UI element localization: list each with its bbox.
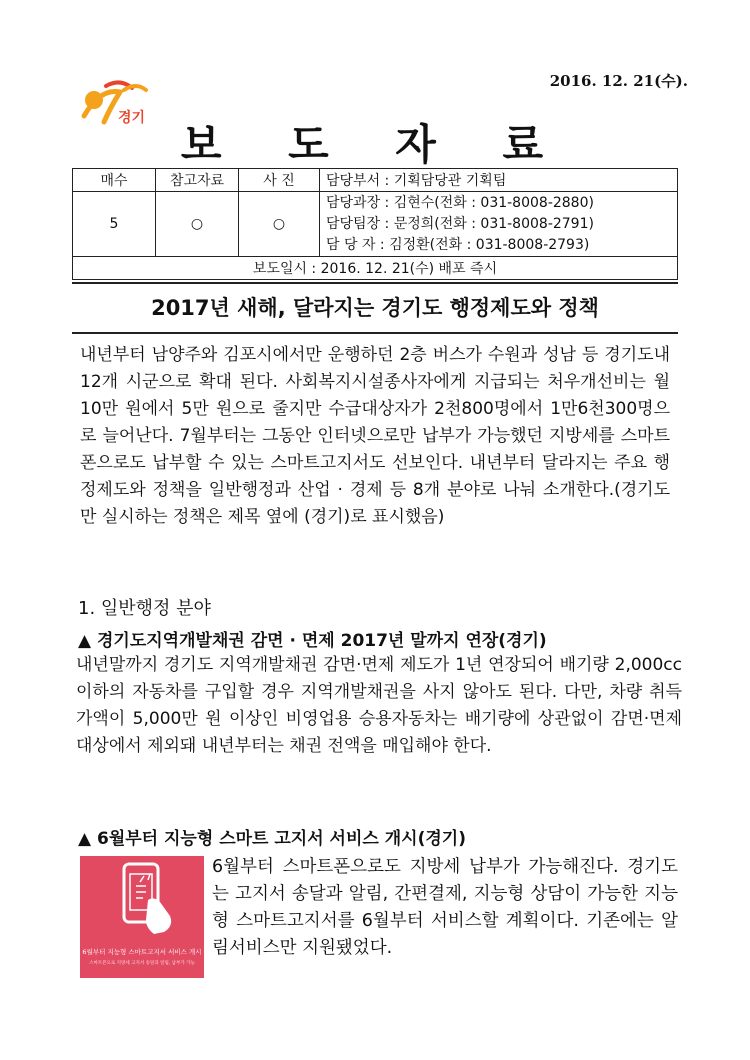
release-time: 보도일시 : 2016. 12. 21(수) 배포 즉시 (73, 257, 678, 280)
item1-body: 내년말까지 경기도 지역개발채권 감면·면제 제도가 1년 연장되어 배기량 2,000cc 이하의 자동차를 구입할 경우 지역개발채권을 사지 않아도 된다. 다만, 차량 취득가액이 5,000만 원 이상인 비영업용 승용자동차는 배기량에 상관없이 감면·면제 대상에서 제외돼 내년부터는 채권 전액을 매입해야 한다. (76, 655, 682, 756)
phone-hand-icon (80, 856, 204, 946)
image-subcaption: 스마트폰으로 지방세 고지서 송달과 알림, 납부가 가능 (89, 961, 195, 966)
item2-body: 6월부터 스마트폰으로도 지방세 납부가 가능해진다. 경기도는 고지서 송달과 알림, 간편결제, 지능형 상담이 가능한 지능형 스마트고지서를 6월부터 서비스할 계획이다. 기존에는 알림서비스만 지원됐었다. (212, 857, 678, 958)
logo-text: 경기 (118, 110, 146, 126)
item1-title: ▲ 경기도지역개발채권 감면 · 면제 2017년 말까지 연장(경기) (78, 631, 547, 651)
col-photo-header: 사 진 (239, 169, 320, 192)
release-date: 2016. 12. 21(수). (549, 72, 688, 90)
info-table (72, 168, 678, 280)
item2-title: ▲ 6월부터 지능형 스마트 고지서 서비스 개시(경기) (78, 829, 466, 849)
smart-bill-image (80, 856, 204, 978)
ref-mark: ○ (156, 192, 239, 257)
col-pages-header: 매수 (73, 169, 156, 192)
col-ref-header: 참고자료 (156, 169, 239, 192)
document-title: 보 도 자 료 (180, 120, 570, 169)
pages-value: 5 (73, 192, 156, 257)
intro-paragraph: 내년부터 남양주와 김포시에서만 운행하던 2층 버스가 수원과 성남 등 경기도내 12개 시군으로 확대 된다. 사회복지시설종사자에게 지급되는 처우개선비는 월 10만 원에서 5만 원으로 줄지만 수급대상자가 2천800명에서 1만6천300명으로 늘어난다. 7월부터는 그동안 인터넷으로만 납부가 가능했던 지방세를 스마트폰으로도 납부할 수 있는 스마트고지서도 선보인다. 내년부터 달라지는 주요 행정제도와 정책을 일반행정과 산업 · 경제 등 8개 분야로 나눠 소개한다.(경기도만 실시하는 정책은 제목 옆에 (경기)로 표시했음) (80, 345, 670, 527)
contacts-cell (320, 192, 678, 257)
image-caption: 6월부터 지능형 스마트고지서 서비스 개시 (82, 948, 202, 956)
dept-cell: 담당부서 : 기획담당관 기획팀 (320, 169, 678, 192)
contact-staff: 담 당 자 : 김정환(전화 : 031-8008-2793) (326, 236, 590, 253)
headline: 2017년 새해, 달라지는 경기도 행정제도와 정책 (72, 282, 678, 334)
section-title: 1. 일반행정 분야 (78, 598, 211, 619)
photo-mark: ○ (239, 192, 320, 257)
contact-team-lead: 담당팀장 : 문정희(전화 : 031-8008-2791) (326, 215, 594, 232)
contact-manager: 담당과장 : 김현수(전화 : 031-8008-2880) (326, 194, 594, 211)
